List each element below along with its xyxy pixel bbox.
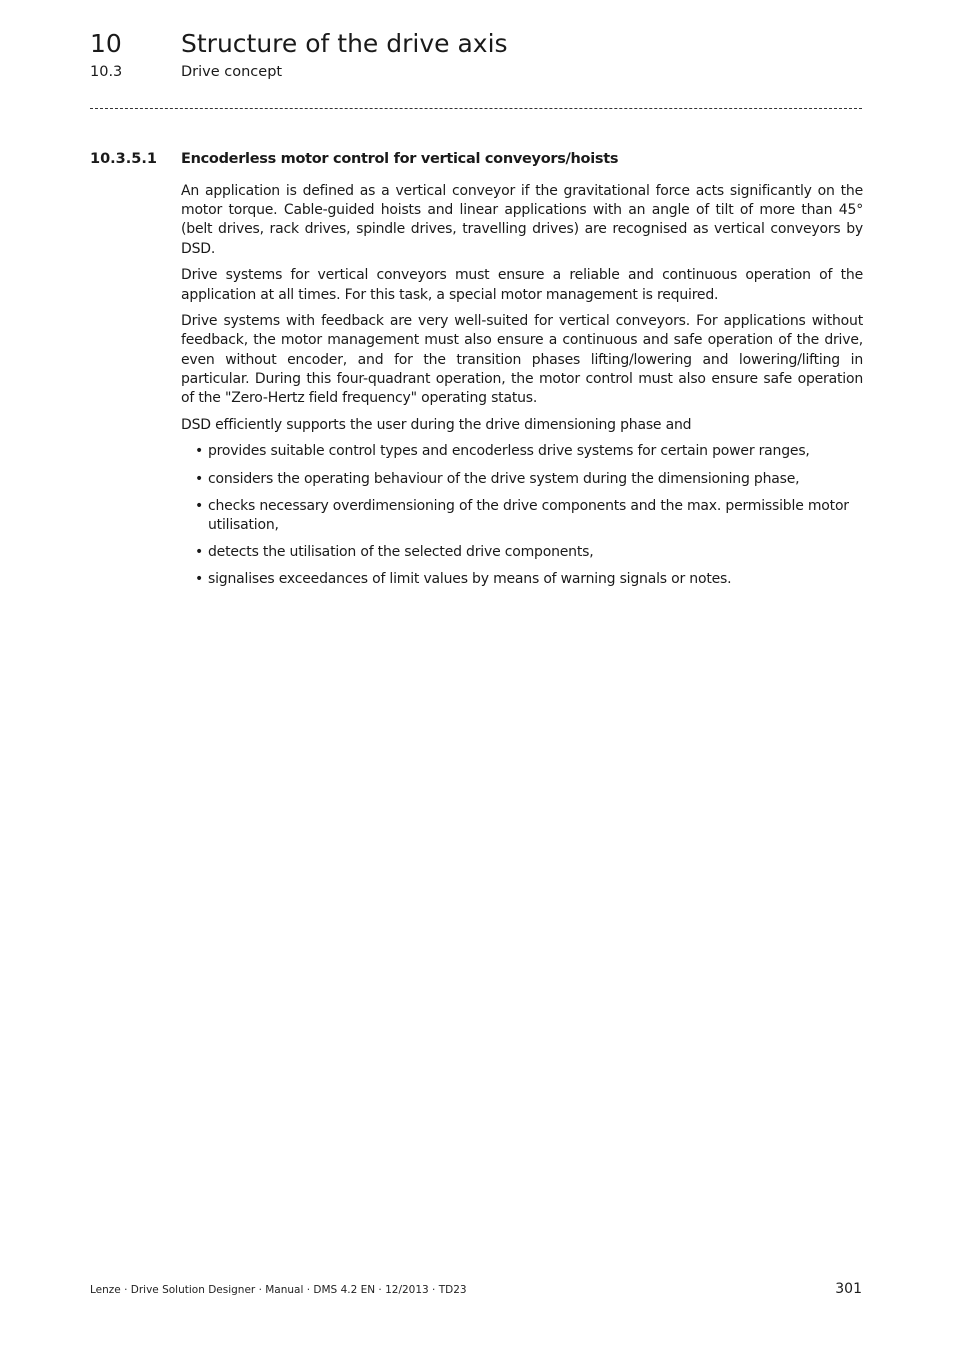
paragraph: An application is defined as a vertical conveyor if the gravitational force acts significantly on the motor torque. Cable-guided hoists and linear applications with an angle of tilt of more than 45° (belt drives, rack drives, spindle drives, travelling drives) are recognised as vertical conveyors by DSD. — [181, 183, 863, 257]
bullet-icon: • — [195, 443, 204, 460]
bullet-icon: • — [195, 571, 204, 588]
list-item-text: considers the operating behaviour of the drive system during the dimensioning phase, — [208, 470, 800, 487]
subsection-number: 10.3.5.1 — [90, 151, 157, 167]
list-item — [181, 570, 863, 589]
paragraph: Drive systems for vertical conveyors must ensure a reliable and continuous operation of the application at all times. For this task, a special motor management is required. — [181, 267, 863, 303]
list-item — [181, 497, 863, 535]
paragraph: DSD efficiently supports the user during the drive dimensioning phase and — [181, 416, 692, 433]
list-item-text: signalises exceedances of limit values by means of warning signals or notes. — [208, 571, 732, 588]
list-item — [181, 442, 863, 461]
section-title: Drive concept — [181, 64, 283, 80]
list-item-text: detects the utilisation of the selected drive components, — [208, 544, 594, 561]
page-number: 301 — [835, 1281, 862, 1297]
list-item — [181, 543, 863, 562]
header-divider — [90, 108, 862, 109]
bullet-icon: • — [195, 544, 204, 561]
bullet-icon: • — [195, 470, 204, 487]
list-item-text: checks necessary overdimensioning of the drive components and the max. permissible motor utilisation, — [208, 497, 849, 534]
feature-list — [181, 442, 863, 589]
chapter-number: 10 — [90, 29, 122, 58]
list-item-text: provides suitable control types and encoderless drive systems for certain power ranges, — [208, 443, 810, 460]
chapter-title: Structure of the drive axis — [181, 29, 508, 58]
body-text — [181, 182, 863, 598]
list-item — [181, 470, 863, 489]
paragraph: Drive systems with feedback are very well-suited for vertical conveyors. For applications without feedback, the motor management must also ensure a continuous and safe operation of the drive, even without encoder, and for the transition phases lifting/lowering and lowering/lifting in particular. During this four-quadrant operation, the motor control must also ensure safe operation of the "Zero-Hertz field frequency" operating status. — [181, 313, 863, 407]
bullet-icon: • — [195, 497, 204, 514]
subsection-title: Encoderless motor control for vertical conveyors/hoists — [181, 151, 619, 167]
footer-text: Lenze · Drive Solution Designer · Manual · DMS 4.2 EN · 12/2013 · TD23 — [90, 1284, 467, 1296]
section-number: 10.3 — [90, 64, 123, 80]
